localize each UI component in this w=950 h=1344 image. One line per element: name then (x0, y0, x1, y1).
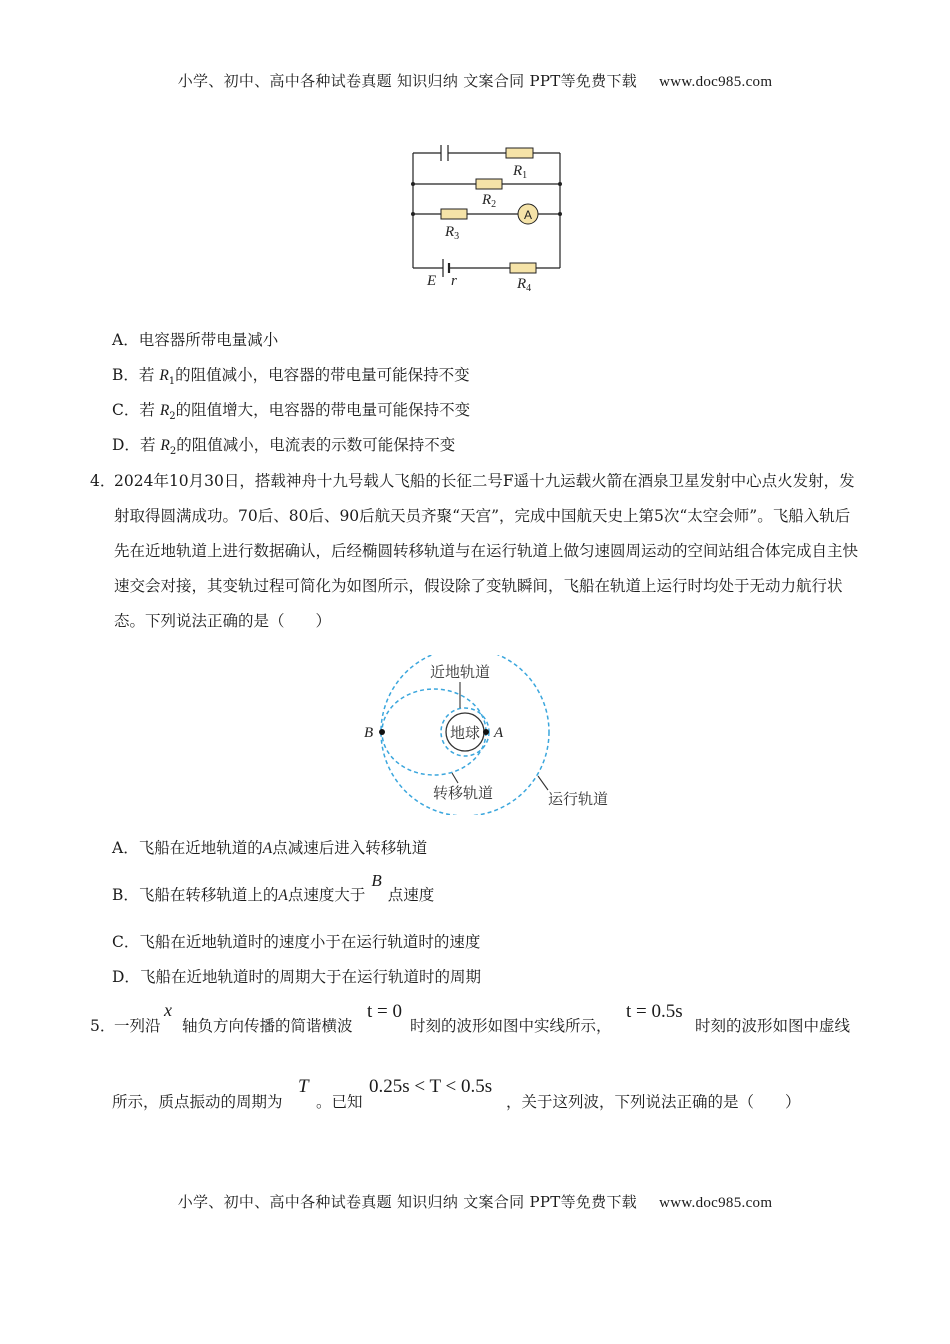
label-r1: R (513, 163, 523, 179)
point-a-label: A (494, 725, 504, 741)
math-t0: t = 0 (367, 1001, 402, 1022)
resistor-r1 (506, 148, 533, 158)
question-text: 2024年10月30日，搭载神舟十九号载人飞船的长征二号F遥十九运载火箭在酒泉卫星发射中心点火发射，发射取得圆满成功。70后、80后、90后航天员齐聚“天宫”，完成中国航天史上第5次“太空会师”。飞船入轨后先在近地轨道上进行数据确认，后经椭圆转移轨道与在运行轨道上做匀速圆周运动的空间站组合体完成自主快速交会对接，其变轨过程可简化为如图所示，假设除了变轨瞬间，飞船在轨道上运行时均处于无动力航行状态。下列说法正确的是（ ） (114, 472, 859, 630)
math-condition: 0.25s < T < 0.5s (369, 1076, 493, 1097)
header-text: 小学、初中、高中各种试卷真题 知识归纳 文案合同 PPT等免费下载 (177, 72, 638, 90)
page-footer (0, 1191, 950, 1212)
svg-text:R1 (512, 163, 527, 181)
page-header (0, 70, 950, 91)
footer-text: 小学、初中、高中各种试卷真题 知识归纳 文案合同 PPT等免费下载 (177, 1193, 638, 1211)
question-5-part3: 时刻的波形如图中实线所示， (410, 1017, 612, 1035)
circuit-diagram (400, 140, 580, 300)
question-number: 4． (90, 472, 116, 490)
q4-option-a[interactable]: A．飞船在近地轨道的A点减速后进入转移轨道 (112, 839, 428, 857)
resistor-r4 (510, 263, 536, 273)
question-4 (90, 464, 860, 639)
label-r3-sub: 3 (454, 231, 460, 242)
label-emf: E (427, 273, 437, 289)
q3-option-d[interactable]: D．若 $R_2$的阻值减小，电流表的示数可能保持不变 (112, 436, 456, 458)
resistor-r3 (441, 209, 467, 219)
question-5-part5: 所示，质点振动的周期为 (112, 1093, 283, 1111)
header-site-link[interactable]: www.doc985.com (659, 74, 773, 90)
near-orbit-label: 近地轨道 (429, 663, 491, 681)
q4-option-c[interactable]: C．飞船在近地轨道时的速度小于在运行轨道时的速度 (112, 933, 481, 951)
question-5-part7: ，关于这列波，下列说法正确的是（ ） (506, 1093, 801, 1111)
running-orbit-label: 运行轨道 (547, 790, 609, 808)
label-r2: R (482, 192, 492, 208)
q3-option-c[interactable]: C．若 $R_2$的阻值增大，电容器的带电量可能保持不变 (112, 401, 471, 423)
transfer-orbit-label: 转移轨道 (432, 784, 494, 802)
q4-option-d[interactable]: D．飞船在近地轨道时的周期大于在运行轨道时的周期 (112, 968, 481, 986)
q3-option-b[interactable]: B．若 $R_1$的阻值减小，电容器的带电量可能保持不变 (112, 366, 470, 388)
label-internal-resistance: r (451, 273, 457, 289)
label-r4-sub: 4 (526, 283, 532, 294)
math-x: x (164, 1000, 172, 1020)
orbit-diagram (360, 655, 620, 815)
point-b-label: B (364, 725, 374, 741)
question-5-part2: 轴负方向传播的简谐横波 (182, 1017, 353, 1035)
footer-site-link[interactable]: www.doc985.com (659, 1195, 773, 1211)
label-r4: R (517, 276, 527, 292)
q3-option-a[interactable]: A．电容器所带电量减小 (112, 331, 279, 349)
label-r3: R (445, 224, 455, 240)
svg-text:R2 (481, 192, 496, 210)
math-t05: t = 0.5s (626, 1001, 683, 1022)
resistor-r2 (476, 179, 502, 189)
ammeter-label: A (523, 208, 533, 222)
question-5-part4: 时刻的波形如图中虚线 (695, 1017, 851, 1035)
q4-option-b[interactable]: B．飞船在转移轨道上的A点速度大于B点速度 (112, 871, 435, 904)
earth-label: 地球 (449, 724, 481, 742)
question-5-part6: 。已知 (316, 1093, 363, 1111)
question-5-part1: 一列沿 (114, 1017, 161, 1035)
svg-text:R3 (444, 224, 459, 242)
svg-text:R4 (516, 276, 531, 294)
math-T: T (298, 1076, 309, 1097)
label-r2-sub: 2 (491, 199, 497, 210)
label-r1-sub: 1 (522, 170, 528, 181)
question-5-number: 5． (90, 1017, 116, 1035)
